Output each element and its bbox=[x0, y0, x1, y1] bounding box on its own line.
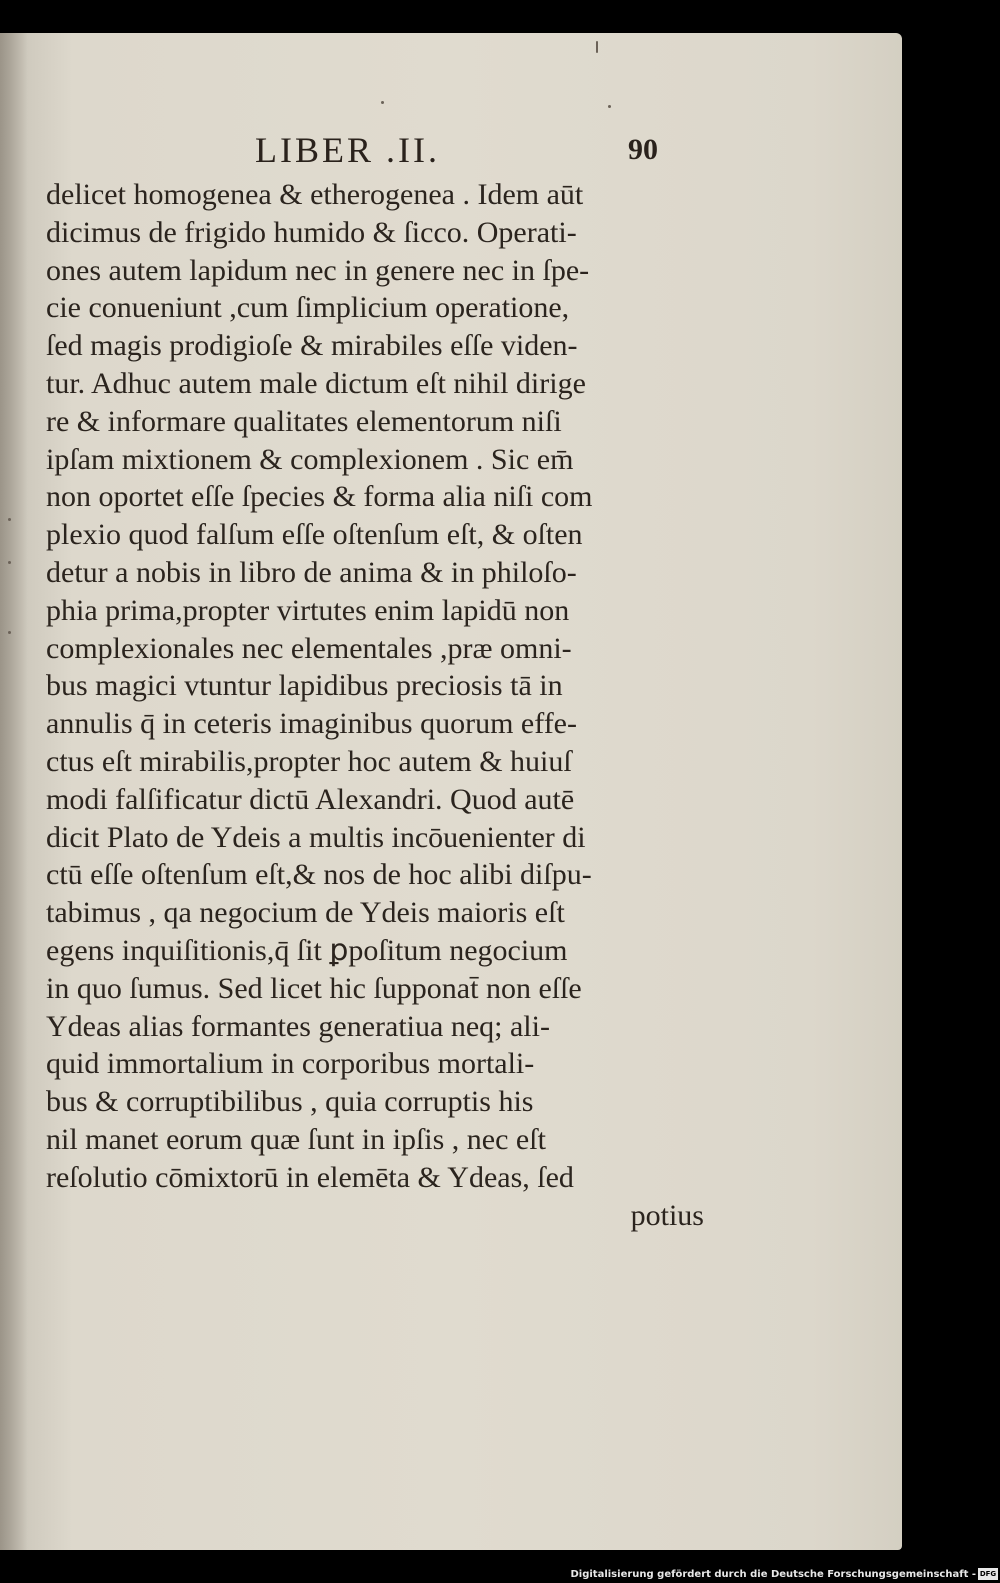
text-line: plexio quod falſum eſſe oſtenſum eſt, & oſten bbox=[46, 518, 583, 552]
folio-number: 90 bbox=[628, 133, 658, 166]
ink-speck bbox=[381, 101, 384, 104]
catchword: potius bbox=[630, 1198, 704, 1232]
text-line: ctus eſt mirabilis,propter hoc autem & huiuſ bbox=[46, 744, 572, 778]
text-line: delicet homogenea & etherogenea . Idem aūt bbox=[46, 178, 584, 211]
text-line: ſed magis prodigioſe & mirabiles eſſe viden- bbox=[46, 329, 578, 363]
text-line: annulis q̄ in ceteris imaginibus quorum effe- bbox=[46, 707, 577, 741]
text-line: bus & corruptibilibus , quia corruptis his bbox=[46, 1085, 534, 1119]
text-line: dicit Plato de Ydeis a multis incōuenienter di bbox=[46, 820, 586, 854]
ink-speck bbox=[596, 41, 598, 53]
running-head: LIBER .II. bbox=[255, 130, 440, 170]
digitization-credit: Digitalisierung gefördert durch die Deutsche Forschungsgemeinschaft - bbox=[570, 1569, 976, 1580]
text-line: quid immortalium in corporibus mortali- bbox=[46, 1047, 535, 1081]
text-line: cie conueniunt ,cum ſimplicium operatione, bbox=[46, 291, 570, 325]
text-block bbox=[46, 176, 706, 1234]
text-line: modi falſificatur dictū Alexandri. Quod autē bbox=[46, 782, 575, 816]
dfg-logo-icon: DFG bbox=[979, 1570, 997, 1578]
text-line: ipſam mixtionem & complexionem . Sic em̄ bbox=[46, 442, 574, 476]
text-line: in quo ſumus. Sed licet hic ſupponat̄ non eſſe bbox=[46, 971, 582, 1005]
ink-speck bbox=[8, 631, 11, 634]
text-line: complexionales nec elementales ,præ omni- bbox=[46, 631, 572, 665]
text-line: re & informare qualitates elementorum niſi bbox=[46, 404, 562, 438]
text-line: reſolutio cōmixtorū in elemēta & Ydeas, ſed bbox=[46, 1160, 574, 1194]
text-line: bus magici vtuntur lapidibus preciosis tā in bbox=[46, 669, 563, 703]
book-page bbox=[0, 33, 902, 1550]
text-line: ctū eſſe oſtenſum eſt,& nos de hoc alibi diſpu- bbox=[46, 858, 592, 892]
ink-speck bbox=[8, 518, 11, 521]
text-line: Ydeas alias formantes generatiua neq; ali- bbox=[46, 1009, 550, 1043]
text-line: non oportet eſſe ſpecies & forma alia niſi com bbox=[46, 480, 593, 514]
text-line: tabimus , qa negocium de Ydeis maioris eſt bbox=[46, 896, 565, 930]
text-line: tur. Adhuc autem male dictum eſt nihil dirige bbox=[46, 366, 586, 400]
text-line: nil manet eorum quæ ſunt in ipſis , nec eſt bbox=[46, 1122, 546, 1156]
text-line: ones autem lapidum nec in genere nec in ſpe- bbox=[46, 253, 590, 287]
text-line: phia prima,propter virtutes enim lapidū non bbox=[46, 593, 570, 627]
text-line: egens inquiſitionis,q̄ ſit ꝑpoſitum negocium bbox=[46, 933, 568, 967]
ink-speck bbox=[8, 561, 11, 564]
text-line: dicimus de frigido humido & ſicco. Operati- bbox=[46, 215, 577, 249]
ink-speck bbox=[608, 105, 611, 108]
text-line: detur a nobis in libro de anima & in philoſo- bbox=[46, 555, 577, 589]
